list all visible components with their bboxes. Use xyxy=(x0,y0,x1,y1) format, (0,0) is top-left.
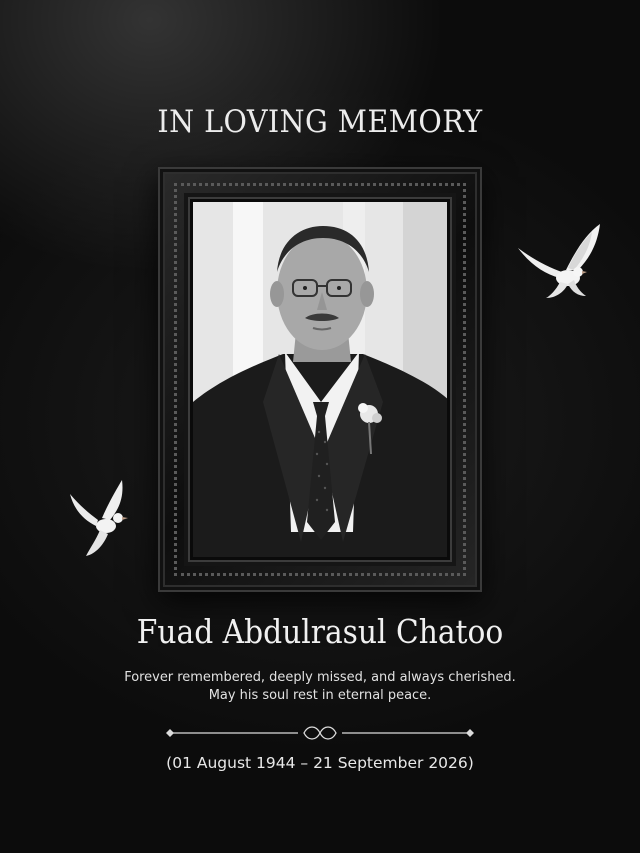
message-line-1: Forever remembered, deeply missed, and always cherished. xyxy=(124,669,516,685)
dove-icon xyxy=(68,478,138,560)
frame-inner xyxy=(184,193,456,566)
flourish-icon xyxy=(160,723,480,743)
deceased-name: Fuad Abdulrasul Chatoo xyxy=(136,612,504,651)
picture-frame xyxy=(158,167,482,592)
portrait-photo xyxy=(193,202,447,557)
memorial-message xyxy=(0,668,640,704)
dove-icon xyxy=(516,220,604,302)
life-dates: (01 August 1944 – 21 September 2026) xyxy=(166,754,474,772)
heading: IN LOVING MEMORY xyxy=(157,104,483,140)
message-line-2: May his soul rest in eternal peace. xyxy=(208,687,432,703)
